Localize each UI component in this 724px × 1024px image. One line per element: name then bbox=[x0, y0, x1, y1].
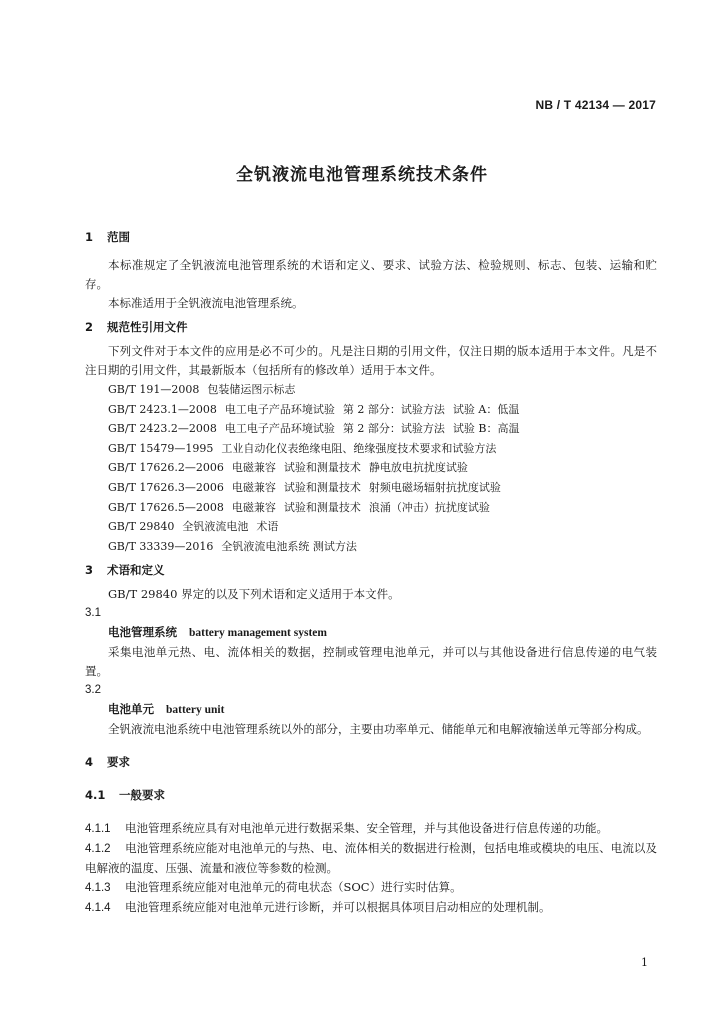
terms-intro: GB/T 29840 界定的以及下列术语和定义适用于本文件。 bbox=[108, 587, 400, 602]
page-number: 1 bbox=[641, 956, 648, 969]
standard-code: NB / T 42134 — 2017 bbox=[535, 98, 656, 112]
section-heading-2 bbox=[85, 318, 657, 337]
clause-number: 4.1.3 bbox=[85, 882, 111, 895]
term-number: 3.1 bbox=[85, 607, 101, 620]
reference-list bbox=[85, 380, 657, 556]
section-title: 规范性引用文件 bbox=[107, 320, 188, 334]
section-number: 4 bbox=[85, 755, 94, 770]
clause-number: 4.1.1 bbox=[85, 823, 111, 836]
term-name-en: battery management system bbox=[189, 627, 327, 640]
reference-item: GB/T 2423.1—2008 电工电子产品环境试验 第 2 部分：试验方法 试验 A：低温 bbox=[108, 402, 520, 416]
term-name-zh: 电池单元 bbox=[108, 702, 154, 717]
section-heading-1 bbox=[85, 228, 657, 247]
clause-text: 电池管理系统应具有对电池单元进行数据采集、安全管理，并与其他设备进行信息传递的功能。 bbox=[125, 821, 608, 836]
term-definition: 采集电池单元热、电、流体相关的数据，控制或管理电池单元，并可以与其他设备进行信息传递的电气装置。 bbox=[85, 645, 657, 679]
subsection-title: 一般要求 bbox=[119, 788, 165, 803]
term-name bbox=[85, 623, 657, 643]
reference-item: GB/T 15479—1995 工业自动化仪表绝缘电阻、绝缘强度技术要求和试验方法 bbox=[108, 441, 497, 455]
section-heading-3 bbox=[85, 561, 657, 580]
clause-4-1-2 bbox=[85, 839, 657, 878]
references-intro: 下列文件对于本文件的应用是必不可少的。凡是注日期的引用文件，仅注日期的版本适用于本文件。凡是不注日期的引用文件，其最新版本（包括所有的修改单）适用于本文件。 bbox=[85, 344, 657, 377]
document-body bbox=[85, 228, 657, 918]
term-name bbox=[85, 700, 657, 720]
term-number: 3.2 bbox=[85, 684, 101, 697]
reference-item: GB/T 191—2008 包装储运图示标志 bbox=[108, 383, 296, 396]
clause-4-1-4 bbox=[85, 898, 657, 918]
section-heading-4 bbox=[85, 753, 657, 772]
clause-text: 电池管理系统应能对电池单元进行诊断，并可以根据具体项目启动相应的处理机制。 bbox=[125, 900, 551, 915]
section-title: 范围 bbox=[107, 230, 130, 244]
reference-item: GB/T 17626.3—2006 电磁兼容 试验和测量技术 射频电磁场辐射抗扰度试验 bbox=[108, 480, 501, 494]
reference-item: GB/T 29840 全钒液流电池 术语 bbox=[108, 520, 279, 534]
scope-paragraph: 本标准规定了全钒液流电池管理系统的术语和定义、要求、试验方法、检验规则、标志、包装、运输和贮存。 bbox=[85, 258, 657, 291]
reference-item: GB/T 17626.5—2008 电磁兼容 试验和测量技术 浪涌（冲击）抗扰度试验 bbox=[108, 500, 490, 514]
subsection-number: 4.1 bbox=[85, 788, 106, 803]
term-name-en: battery unit bbox=[166, 704, 225, 717]
reference-item: GB/T 33339—2016 全钒液流电池系统 测试方法 bbox=[108, 539, 357, 553]
clause-4-1-1 bbox=[85, 819, 657, 839]
reference-item: GB/T 2423.2—2008 电工电子产品环境试验 第 2 部分：试验方法 试验 B：高温 bbox=[108, 422, 520, 436]
scope-paragraph: 本标准适用于全钒液流电池管理系统。 bbox=[108, 296, 304, 310]
clause-4-1-3 bbox=[85, 878, 657, 898]
subsection-heading-4-1 bbox=[85, 786, 657, 805]
section-number: 2 bbox=[85, 320, 94, 334]
clause-number: 4.1.2 bbox=[85, 843, 111, 856]
clause-text: 电池管理系统应能对电池单元的荷电状态（SOC）进行实时估算。 bbox=[125, 880, 462, 895]
document-title: 全钒液流电池管理系统技术条件 bbox=[236, 165, 488, 185]
clause-text: 电池管理系统应能对电池单元的与热、电、流体相关的数据进行检测，包括电堆或模块的电压、电流以及电解液的温度、压强、流量和液位等参数的检测。 bbox=[85, 841, 657, 876]
reference-item: GB/T 17626.2—2006 电磁兼容 试验和测量技术 静电放电抗扰度试验 bbox=[108, 461, 468, 475]
clause-number: 4.1.4 bbox=[85, 902, 111, 915]
section-number: 3 bbox=[85, 563, 94, 578]
term-name-zh: 电池管理系统 bbox=[108, 625, 177, 640]
section-title: 术语和定义 bbox=[107, 563, 165, 578]
section-number: 1 bbox=[85, 230, 94, 244]
section-title: 要求 bbox=[107, 755, 130, 770]
term-definition: 全钒液流电池系统中电池管理系统以外的部分，主要由功率单元、储能单元和电解液输送单元等部分构成。 bbox=[108, 722, 649, 737]
